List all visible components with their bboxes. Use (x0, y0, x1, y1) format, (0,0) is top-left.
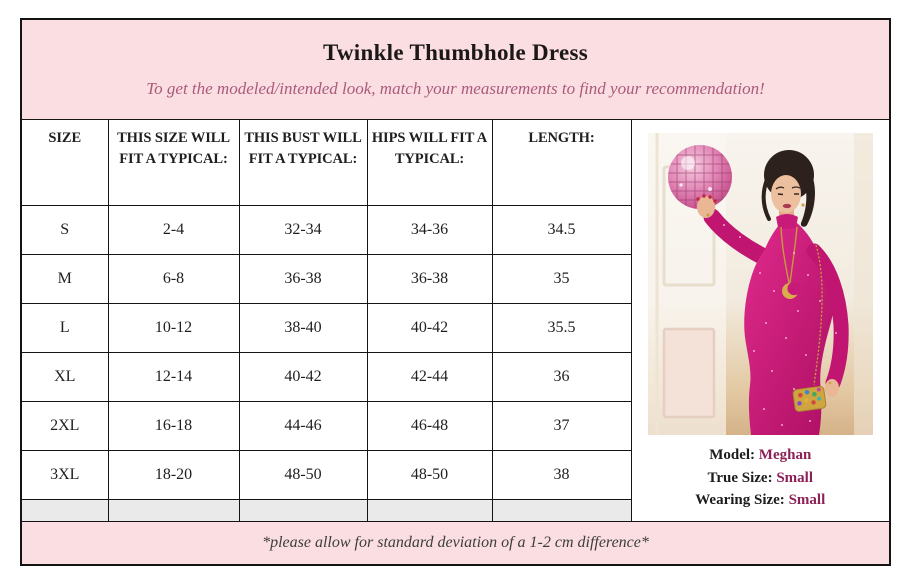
model-photo-illustration (648, 133, 873, 435)
cell-length: 35.5 (492, 304, 631, 353)
cell-size: 3XL (22, 451, 108, 500)
cell-length: 36 (492, 353, 631, 402)
true-size-line (633, 467, 889, 490)
wearing-size-value: Small (788, 492, 826, 508)
cell-length: 38 (492, 451, 631, 500)
header-fit: THIS SIZE WILL FIT A TYPICAL: (108, 120, 239, 206)
cell-size: 2XL (22, 402, 108, 451)
cell-size: XL (22, 353, 108, 402)
cell-bust: 40-42 (239, 353, 367, 402)
cell-hips: 42-44 (367, 353, 492, 402)
model-label: Model: (709, 447, 759, 463)
cell-bust: 32-34 (239, 206, 367, 255)
header-hips: HIPS WILL FIT A TYPICAL: (367, 120, 492, 206)
model-lips (783, 204, 791, 208)
table-section (22, 120, 889, 521)
cell-size: L (22, 304, 108, 353)
cell-fit: 2-4 (108, 206, 239, 255)
true-size-value: Small (776, 469, 814, 486)
turtleneck-collar (776, 214, 798, 229)
model-photo-cell (631, 120, 889, 543)
chart-frame (20, 18, 891, 566)
header-size: SIZE (22, 120, 108, 206)
header-banner (22, 20, 889, 120)
model-value: Meghan (758, 447, 812, 463)
cell-bust: 36-38 (239, 255, 367, 304)
cell-fit: 16-18 (108, 402, 239, 451)
model-info (633, 444, 889, 512)
cell-size: M (22, 255, 108, 304)
header-bust: THIS BUST WILL FIT A TYPICAL: (239, 120, 367, 206)
subtitle: To get the modeled/intended look, match your measurements to find your recommendation! (146, 79, 765, 98)
cell-hips: 34-36 (367, 206, 492, 255)
cell-hips: 40-42 (367, 304, 492, 353)
cell-fit: 10-12 (108, 304, 239, 353)
cell-length: 35 (492, 255, 631, 304)
cell-bust: 44-46 (239, 402, 367, 451)
true-size-label: True Size: (707, 469, 777, 486)
jeweled-clutch (792, 386, 826, 412)
side-hand (825, 379, 839, 397)
page-title: Twinkle Thumbhole Dress (322, 40, 589, 65)
header-row (22, 120, 889, 206)
cell-fit: 6-8 (108, 255, 239, 304)
header-length: LENGTH: (492, 120, 631, 206)
earring (801, 203, 804, 206)
cell-length: 37 (492, 402, 631, 451)
cell-fit: 12-14 (108, 353, 239, 402)
wearing-size-line (633, 489, 889, 512)
model-name-line (633, 444, 889, 467)
door-panel-lower (664, 329, 714, 417)
cell-size: S (22, 206, 108, 255)
size-table (22, 120, 889, 544)
wearing-size-label: Wearing Size: (695, 492, 789, 508)
cell-hips: 48-50 (367, 451, 492, 500)
cell-length: 34.5 (492, 206, 631, 255)
model-photo (648, 133, 873, 435)
deviation-note: *please allow for standard deviation of a 1-2 cm difference* (262, 534, 649, 551)
cell-hips: 36-38 (367, 255, 492, 304)
footer-banner (22, 521, 889, 564)
cell-fit: 18-20 (108, 451, 239, 500)
cell-hips: 46-48 (367, 402, 492, 451)
cell-bust: 48-50 (239, 451, 367, 500)
cell-bust: 38-40 (239, 304, 367, 353)
